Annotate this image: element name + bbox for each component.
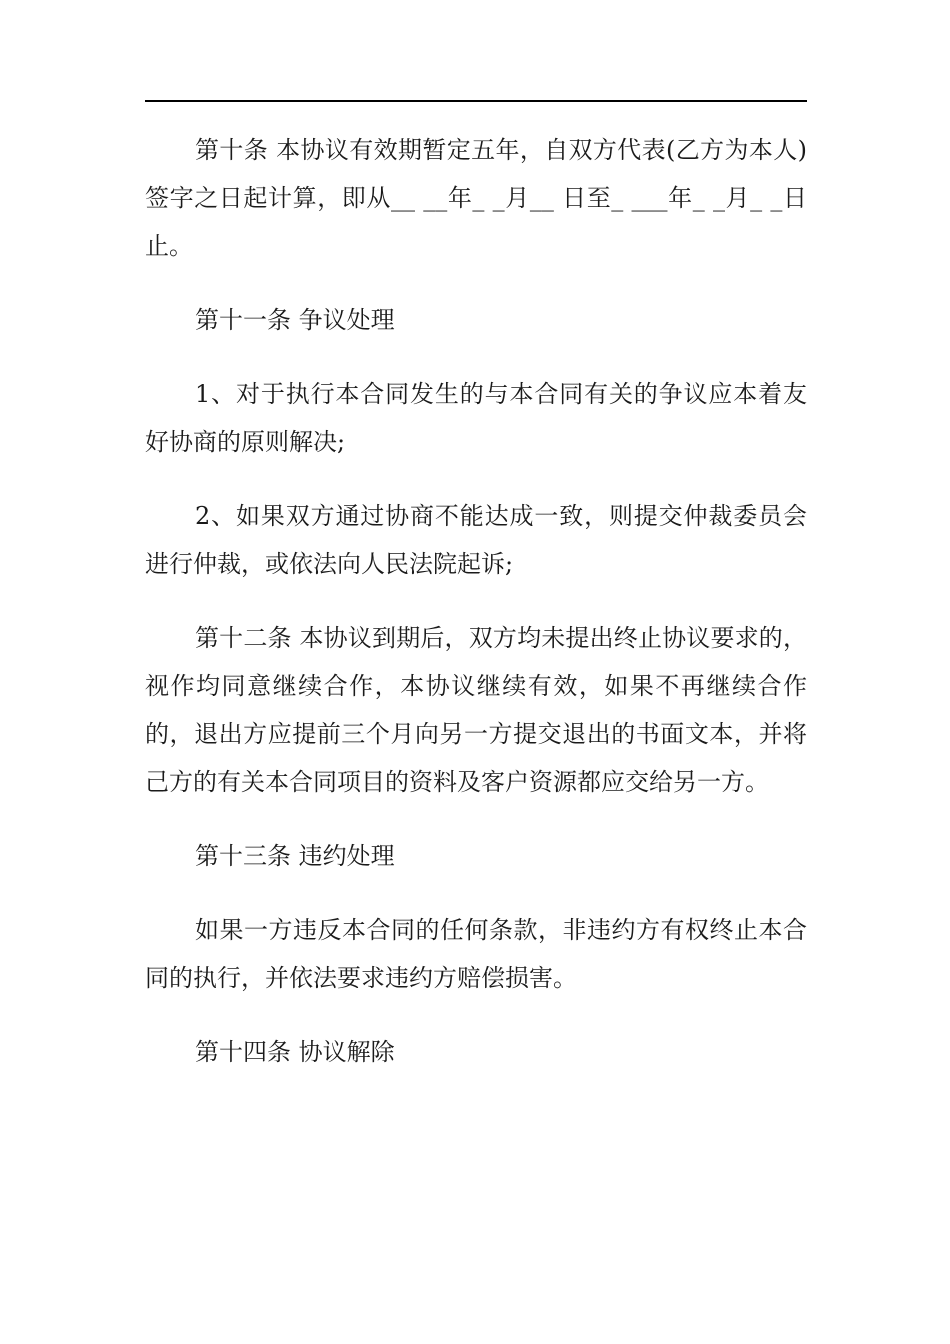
article-13-body: 如果一方违反本合同的任何条款，非违约方有权终止本合同的执行，并依法要求违约方赔偿损害。 (145, 916, 807, 992)
article-11-clause-1: 1、对于执行本合同发生的与本合同有关的争议应本着友好协商的原则解决; (145, 380, 807, 456)
article-12-renewal: 第十二条 本协议到期后，双方均未提出终止协议要求的，视作均同意继续合作，本协议继续有效，如果不再继续合作的，退出方应提前三个月向另一方提交退出的书面文本，并将己方的有关本合同项目的资料及客户资源都应交给另一方。 (145, 624, 807, 796)
article-11-clause-2: 2、如果双方通过协商不能达成一致，则提交仲裁委员会进行仲裁，或依法向人民法院起诉; (145, 502, 807, 578)
article-10-term: 第十条 本协议有效期暂定五年，自双方代表(乙方为本人)签字之日起计算，即从__ __年_ _月__ 日至_ ___年_ _月_ _日止。 (145, 136, 807, 260)
header-rule (145, 100, 807, 102)
article-13-heading: 第十三条 违约处理 (195, 842, 395, 870)
document-body (145, 126, 807, 1102)
article-11-heading: 第十一条 争议处理 (195, 306, 395, 334)
article-14-heading: 第十四条 协议解除 (195, 1038, 395, 1066)
